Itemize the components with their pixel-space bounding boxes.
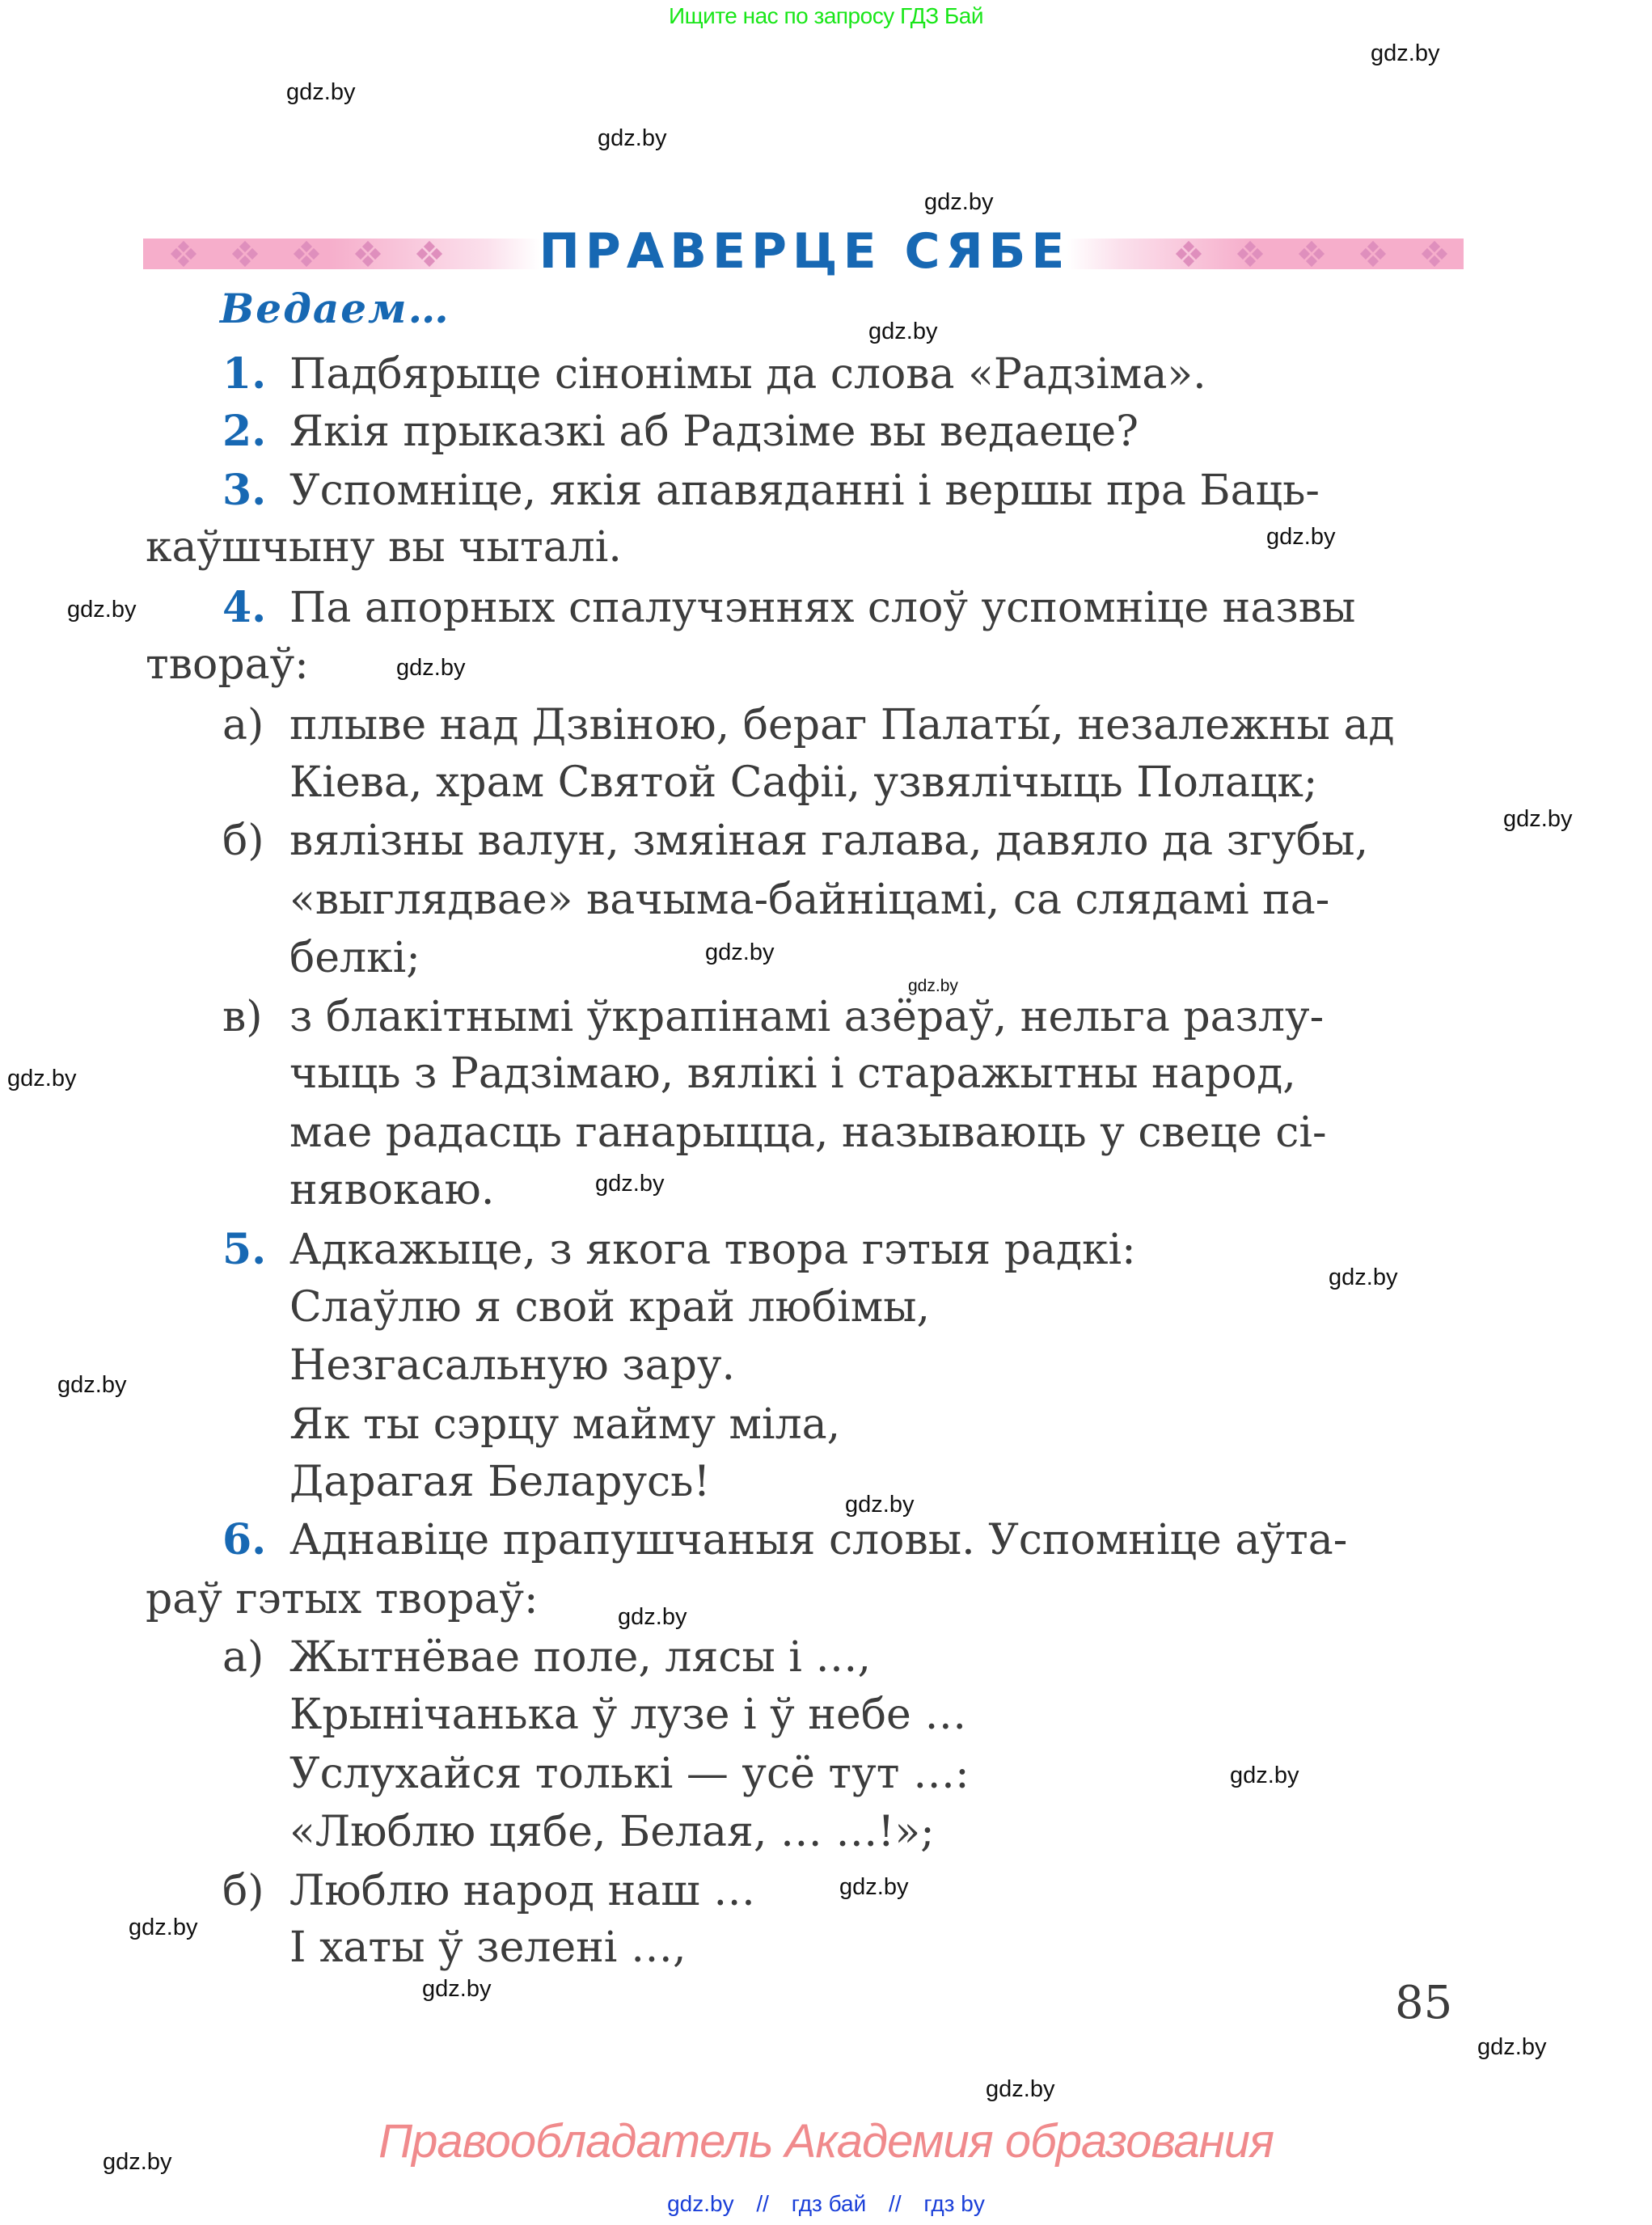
watermark: gdz.by bbox=[422, 1976, 492, 2002]
watermark: gdz.by bbox=[868, 319, 938, 344]
sub-item-text: Люблю народ наш … bbox=[289, 1867, 756, 1915]
subheading: Ведаем… bbox=[220, 285, 450, 332]
watermark: gdz.by bbox=[129, 1915, 198, 1940]
watermark: gdz.by bbox=[845, 1492, 915, 1518]
watermark: gdz.by bbox=[598, 125, 667, 151]
question-number: 1. bbox=[222, 349, 267, 399]
sub-item-label: в) bbox=[222, 993, 263, 1041]
page-number: 85 bbox=[1395, 1977, 1453, 2029]
question-text: каўшчыну вы чыталі. bbox=[146, 523, 622, 572]
watermark: gdz.by bbox=[7, 1066, 77, 1091]
poem-line-text: Слаўлю я свой край любімы, bbox=[289, 1283, 931, 1332]
sub-item-text: Жытнёвае поле, лясы і …, bbox=[289, 1633, 871, 1682]
question-text: твораў: bbox=[146, 640, 309, 689]
sub-item-label: а) bbox=[222, 701, 264, 749]
footer-link-gdz-by-ru[interactable]: гдз by bbox=[923, 2191, 985, 2216]
watermark: gdz.by bbox=[1266, 524, 1336, 550]
watermark: gdz.by bbox=[103, 2149, 172, 2175]
watermark: gdz.by bbox=[618, 1604, 687, 1630]
watermark: gdz.by bbox=[1329, 1264, 1398, 1290]
question-text: Успомніце, якія апавяданні і вершы пра Баць- bbox=[289, 467, 1320, 515]
sub-item-text: «Люблю цябе, Белая, … …!»; bbox=[289, 1808, 935, 1856]
sub-item-text: Услухайся толькі — усё тут …: bbox=[289, 1750, 970, 1798]
sub-item-text: І хаты ў зелені …, bbox=[289, 1923, 687, 1972]
top-search-banner: Ищите нас по запросу ГДЗ Бай bbox=[668, 3, 984, 28]
question-text: Якія прыказкі аб Радзіме вы ведаеце? bbox=[289, 407, 1139, 456]
sub-item-text: Крынічанька ў лузе і ў небе … bbox=[289, 1691, 967, 1739]
sub-item-text: вялізны валун, змяіная галава, давяло да згубы, bbox=[289, 817, 1369, 865]
question-text: Па апорных спалучэннях слоў успомніце назвы bbox=[289, 584, 1356, 632]
watermark: gdz.by bbox=[1230, 1763, 1299, 1788]
watermark: gdz.by bbox=[67, 597, 137, 623]
question-text: Аднавіце прапушчаныя словы. Успомніце аўта- bbox=[289, 1516, 1348, 1564]
watermark: gdz.by bbox=[57, 1372, 127, 1398]
watermark: gdz.by bbox=[908, 977, 958, 995]
question-number: 3. bbox=[222, 466, 267, 515]
poem-line-text: Дарагая Беларусь! bbox=[289, 1458, 711, 1506]
watermark: gdz.by bbox=[286, 79, 356, 105]
sub-item-text: Кіева, храм Святой Сафіі, узвялічыць Полацк; bbox=[289, 758, 1318, 807]
watermark: gdz.by bbox=[986, 2076, 1055, 2102]
watermark: gdz.by bbox=[705, 939, 775, 965]
poem-line-text: Незгасальную зару. bbox=[289, 1341, 736, 1390]
sub-item-text: нявокаю. bbox=[289, 1166, 495, 1214]
poem-line-text: Як ты сэрцу майму міла, bbox=[289, 1400, 841, 1449]
watermark: gdz.by bbox=[839, 1874, 909, 1900]
sub-item-text: белкі; bbox=[289, 934, 420, 982]
footer-separator: // bbox=[889, 2191, 902, 2216]
sub-item-label: а) bbox=[222, 1633, 264, 1682]
watermark: gdz.by bbox=[595, 1171, 665, 1197]
question-number: 2. bbox=[222, 407, 267, 456]
question-text: Адкажыце, з якога твора гэтыя радкі: bbox=[289, 1226, 1136, 1274]
question-text: раў гэтых твораў: bbox=[146, 1575, 539, 1623]
question-number: 6. bbox=[222, 1515, 267, 1564]
watermark: gdz.by bbox=[1371, 40, 1440, 66]
question-number: 4. bbox=[222, 583, 267, 632]
copyright-notice: Правообладатель Академия образования bbox=[378, 2115, 1274, 2168]
footer-links bbox=[0, 2191, 1652, 2217]
watermark: gdz.by bbox=[1503, 806, 1573, 832]
question-text: Падбярыце сінонімы да слова «Радзіма». bbox=[289, 350, 1206, 399]
section-title: ПРАВЕРЦЕ СЯБЕ bbox=[539, 223, 1071, 280]
sub-item-label: б) bbox=[222, 1867, 264, 1915]
watermark: gdz.by bbox=[396, 655, 466, 681]
sub-item-text: чыць з Радзімаю, вялікі і старажытны народ, bbox=[289, 1049, 1296, 1098]
sub-item-text: з блакітнымі ўкрапінамі азёраў, нельга разлу- bbox=[289, 993, 1325, 1041]
sub-item-label: б) bbox=[222, 817, 264, 865]
footer-link-gdz-bai[interactable]: гдз бай bbox=[791, 2191, 867, 2216]
footer-separator: // bbox=[756, 2191, 769, 2216]
sub-item-text: мае радасць ганарыцца, называюць у свеце сі- bbox=[289, 1108, 1327, 1157]
watermark: gdz.by bbox=[1477, 2034, 1547, 2060]
sub-item-text: «выглядвае» вачыма-байніцамі, са слядамі па- bbox=[289, 876, 1330, 924]
footer-link-gdz-by[interactable]: gdz.by bbox=[667, 2191, 734, 2216]
question-number: 5. bbox=[222, 1225, 267, 1274]
sub-item-text: плыве над Дзвіною, бераг Палаты́, незалежны ад bbox=[289, 701, 1395, 749]
watermark: gdz.by bbox=[924, 189, 994, 215]
